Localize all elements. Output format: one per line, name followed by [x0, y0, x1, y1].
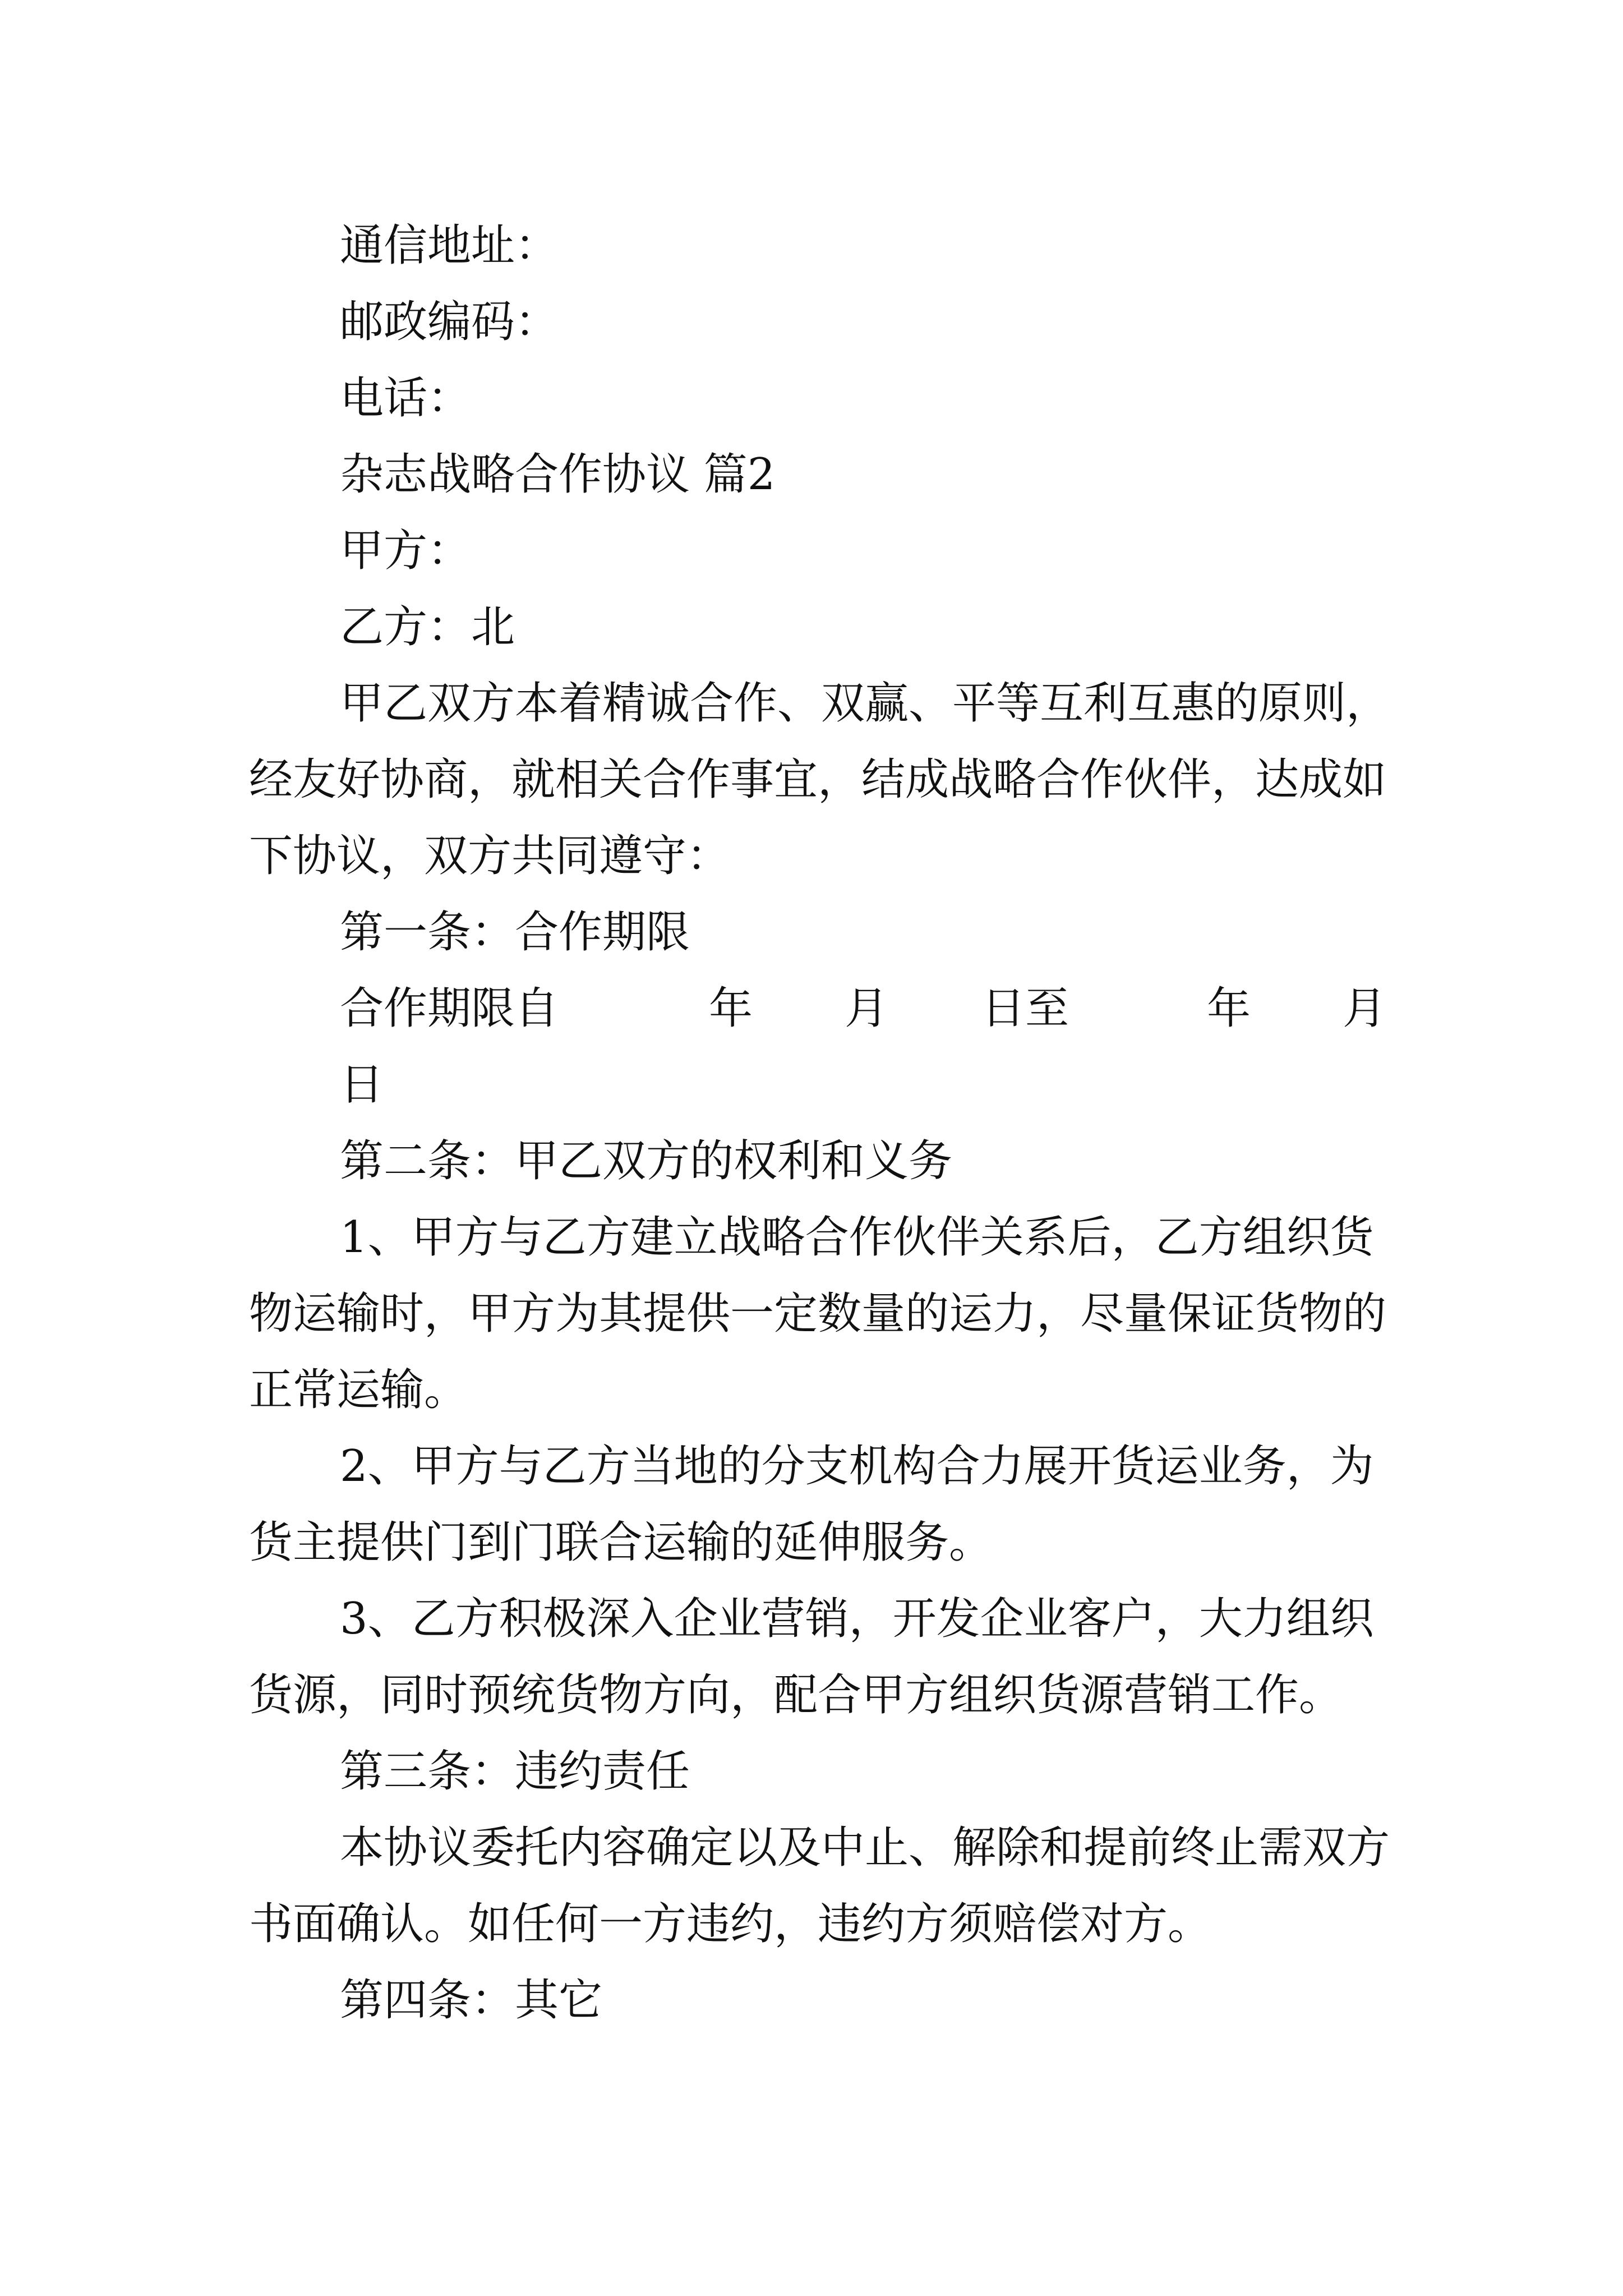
mailing-address-label: 通信地址：: [340, 220, 559, 271]
paragraph-line: 经友好协商，就相关合作事宜，结成战略合作伙伴，达成如: [249, 754, 1387, 805]
term-end-year-label: 年: [1207, 983, 1251, 1034]
postal-code-label: 邮政编码：: [340, 297, 559, 347]
clause-1-line: 物运输时，甲方为其提供一定数量的运力，尽量保证货物的: [249, 1289, 1387, 1339]
clause-3-line: 3、乙方积极深入企业营销，开发企业客户，大力组织: [340, 1594, 1374, 1644]
article-1-heading: 第一条：合作期限: [340, 907, 690, 958]
term-year-label: 年: [709, 983, 753, 1034]
term-start-label: 合作期限自: [340, 983, 559, 1034]
clause-2-line: 2、甲方与乙方当地的分支机构合力展开货运业务，为: [340, 1441, 1374, 1492]
article-4-heading: 第四条：其它: [340, 1975, 603, 2026]
paragraph-line: 本协议委托内容确定以及中止、解除和提前终止需双方: [340, 1823, 1390, 1873]
clause-2-line: 货主提供门到门联合运输的延伸服务。: [249, 1517, 993, 1568]
term-end-month-label: 月: [1343, 983, 1387, 1034]
clause-3-line: 货源，同时预统货物方向，配合甲方组织货源营销工作。: [249, 1670, 1343, 1720]
article-2-heading: 第二条：甲乙双方的权利和义务: [340, 1136, 953, 1186]
article-3-heading: 第三条：违约责任: [340, 1746, 690, 1797]
party-b-label: 乙方：北: [340, 602, 515, 652]
paragraph-line: 甲乙双方本着精诚合作、双赢、平等互利互惠的原则，: [340, 678, 1390, 729]
party-a-label: 甲方：: [340, 526, 472, 576]
term-end-day-label: 日: [340, 1060, 384, 1110]
clause-1-line: 1、甲方与乙方建立战略合作伙伴关系后，乙方组织货: [340, 1212, 1374, 1263]
phone-label: 电话：: [340, 373, 472, 424]
section-heading: 杂志战略合作协议 篇2: [340, 449, 776, 500]
paragraph-line: 书面确认。如任何一方违约，违约方须赔偿对方。: [249, 1899, 1212, 1949]
term-month-label: 月: [845, 983, 889, 1034]
clause-1-line: 正常运输。: [249, 1365, 468, 1415]
paragraph-line: 下协议，双方共同遵守：: [249, 831, 731, 881]
term-day-to-label: 日至: [981, 983, 1069, 1034]
